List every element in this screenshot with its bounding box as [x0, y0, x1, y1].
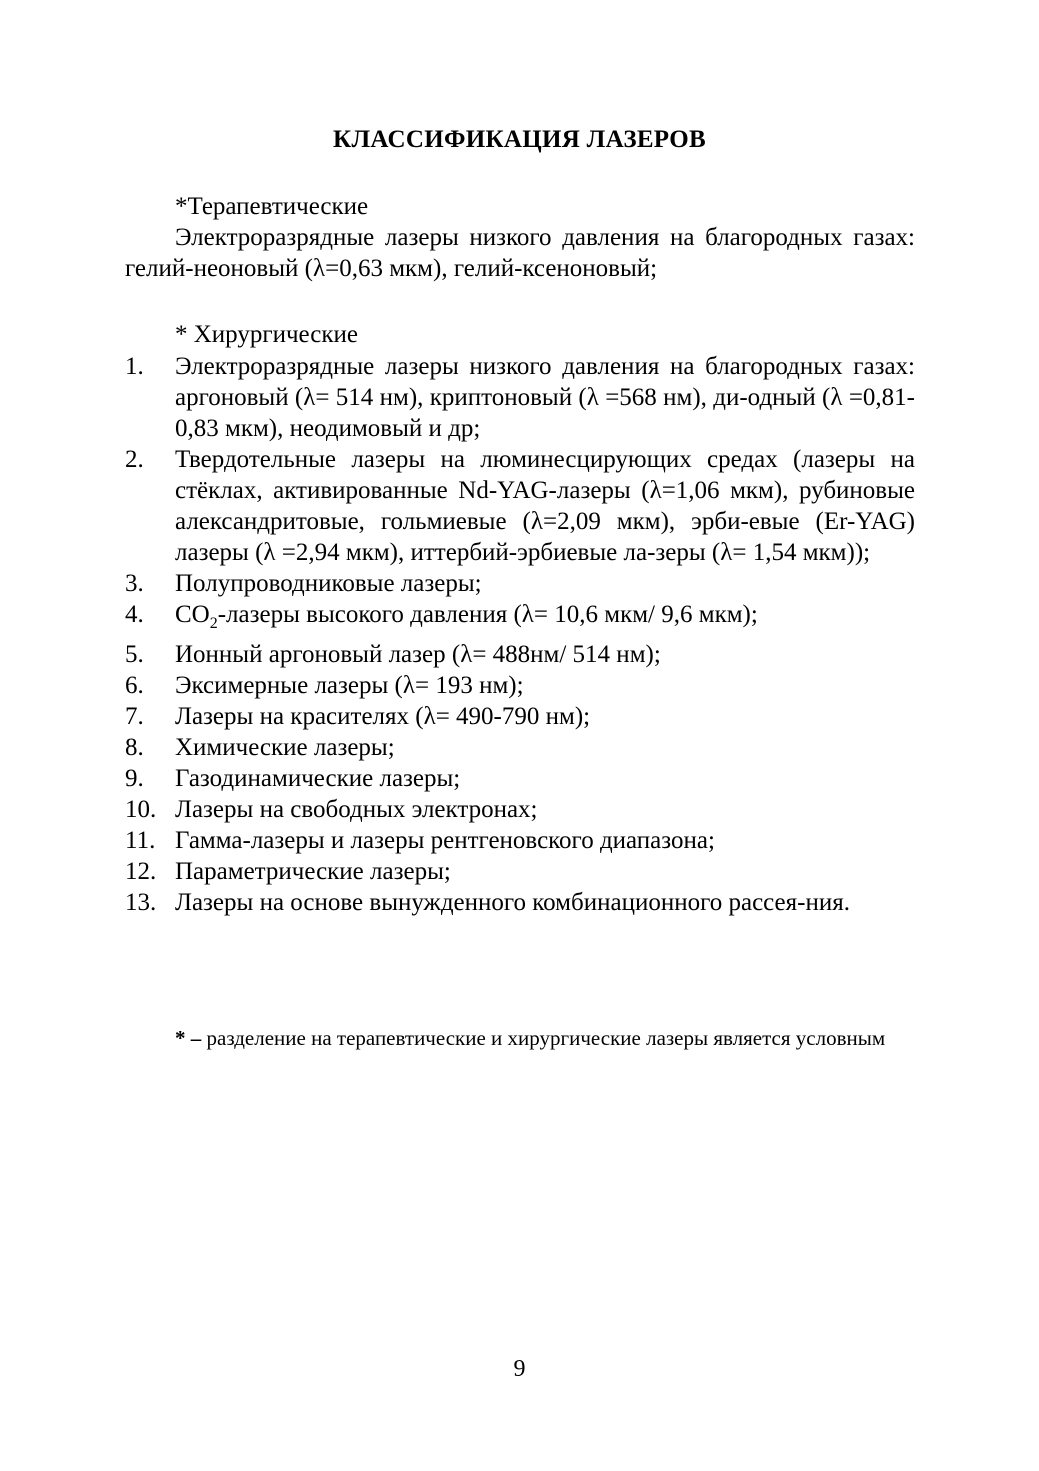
list-item-text: [175, 599, 915, 639]
list-item: [125, 599, 915, 639]
list-item-text: Параметрические лазеры;: [175, 858, 451, 885]
list-item: [125, 444, 915, 568]
list-item: [125, 794, 915, 825]
list-item-number: 12.: [125, 858, 157, 885]
list-item-number: 8.: [125, 734, 144, 761]
formula-subscript: 2: [209, 615, 218, 632]
therapeutic-heading: *Терапевтические: [175, 193, 369, 220]
list-item: [125, 670, 915, 701]
list-item-number: 1.: [125, 353, 144, 380]
list-item-number: 2.: [125, 446, 144, 473]
list-item-text: Лазеры на основе вынужденного комбинационного рассея-ния.: [175, 889, 850, 916]
list-item: [125, 732, 915, 763]
list-item-number: 13.: [125, 889, 157, 916]
list-item: [125, 568, 915, 599]
page-title: КЛАССИФИКАЦИЯ ЛАЗЕРОВ: [333, 126, 706, 153]
formula-text: CO: [175, 601, 210, 628]
list-item-number: 9.: [125, 765, 144, 792]
footnote-text: разделение на терапевтические и хирургические лазеры является условным: [206, 1026, 886, 1050]
list-item: [125, 701, 915, 732]
list-item: [125, 856, 915, 887]
list-item-text: Эксимерные лазеры (λ= 193 нм);: [175, 672, 524, 699]
list-item-number: 3.: [125, 570, 144, 597]
list-item-text: Твердотельные лазеры на люминесцирующих средах (лазеры на стёклах, активированные Nd-YAG-лазеры (λ=1,06 мкм), рубиновые александритовые, гольмиевые (λ=2,09 мкм), эрби-евые (Er-YAG) лазеры (λ =2,94 мкм), иттербий-эрбиевые ла-зеры (λ= 1,54 мкм));: [175, 446, 915, 566]
footnote: [125, 1024, 915, 1053]
list-item-text: Лазеры на свободных электронах;: [175, 796, 538, 823]
footnote-marker: * –: [175, 1026, 202, 1050]
therapeutic-paragraph: Электроразрядные лазеры низкого давления на благородных газах: гелий-неоновый (λ=0,63 мкм), гелий-ксеноновый;: [125, 224, 915, 282]
list-item-text: Гамма-лазеры и лазеры рентгеновского диапазона;: [175, 827, 715, 854]
list-item-number: 5.: [125, 641, 144, 668]
list-item-number: 4.: [125, 601, 144, 628]
list-item-text: Электроразрядные лазеры низкого давления на благородных газах: аргоновый (λ= 514 нм), криптоновый (λ =568 нм), ди-одный (λ =0,81-0,83 мкм), неодимовый и др;: [175, 353, 915, 442]
list-item-text: Газодинамические лазеры;: [175, 765, 461, 792]
list-item-number: 6.: [125, 672, 144, 699]
formula-rest: -лазеры высокого давления (λ= 10,6 мкм/ 9,6 мкм);: [217, 601, 758, 628]
list-item-number: 7.: [125, 703, 144, 730]
surgical-lasers-list: [125, 351, 915, 918]
list-item: [125, 639, 915, 670]
list-item: [125, 825, 915, 856]
list-item-text: Ионный аргоновый лазер (λ= 488нм/ 514 нм);: [175, 641, 661, 668]
surgical-heading: * Хирургические: [175, 321, 358, 348]
list-item: [125, 351, 915, 444]
list-item-number: 10.: [125, 796, 157, 823]
list-item-number: 11.: [125, 827, 156, 854]
list-item-text: Полупроводниковые лазеры;: [175, 570, 482, 597]
list-item: [125, 887, 915, 918]
page-number: 9: [513, 1356, 526, 1382]
list-item-text: Химические лазеры;: [175, 734, 395, 761]
list-item: [125, 763, 915, 794]
list-item-text: Лазеры на красителях (λ= 490-790 нм);: [175, 703, 591, 730]
